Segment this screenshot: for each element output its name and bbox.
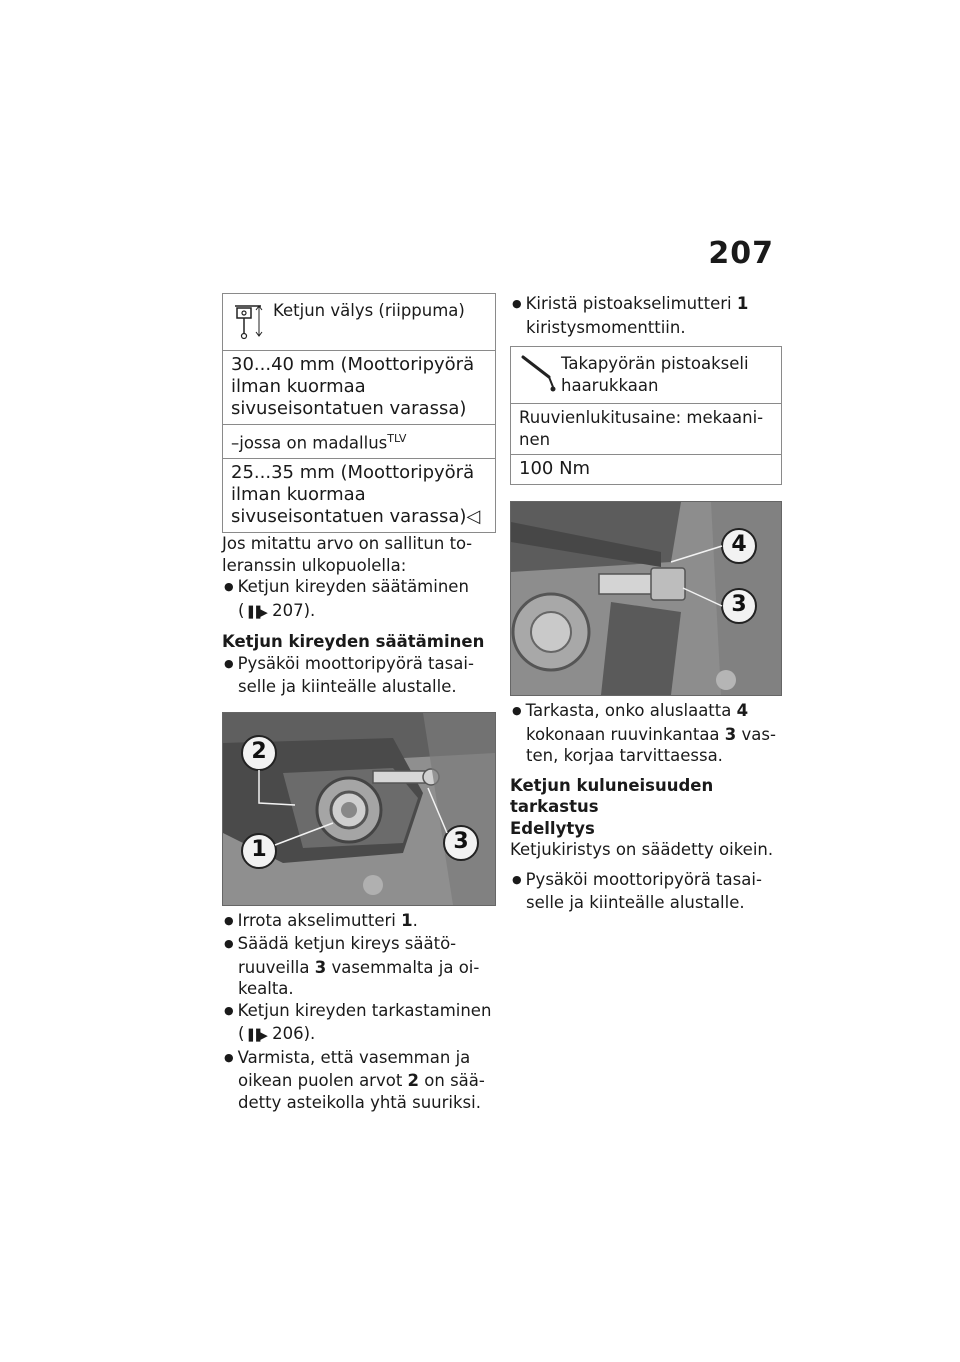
step-tighten-ref: 1 xyxy=(736,294,749,313)
step-loosen-text: Irrota akselimutteri xyxy=(237,910,402,930)
bullet-park xyxy=(222,653,494,698)
step-verify-scale xyxy=(222,1047,494,1114)
right-column xyxy=(510,293,780,914)
bullet-park-right xyxy=(510,869,780,914)
torque-spec-table xyxy=(510,346,782,485)
step-washer-ref: 4 xyxy=(736,701,749,720)
tlv-superscript: TLV xyxy=(387,432,407,445)
step-tighten-text: Kiristä pistoakselimutteri xyxy=(525,294,737,313)
photo-label-1: 1 xyxy=(251,836,267,862)
spec-heading-row xyxy=(223,294,495,350)
step-washer-mid: kokonaan ruuvinkantaa xyxy=(526,724,725,744)
step-adjust-end: vasemmalta ja oikealta. xyxy=(238,957,480,998)
left-column xyxy=(222,293,494,1113)
locking-agent: Ruuvienlukitusaine: mekaaninen xyxy=(511,403,781,454)
step-check-text: Ketjun kireyden tarkastaminen xyxy=(237,1000,492,1020)
torque-value: 100 Nm xyxy=(511,454,781,484)
section-title-adjust: Ketjun kireyden säätäminen xyxy=(222,632,485,651)
photo-label-3: 3 xyxy=(731,592,747,617)
step-adjust-text: Säädä ketjun kireys säätöruuveilla xyxy=(237,934,457,977)
bullet-adjust-tension xyxy=(222,576,494,600)
step-verify-end: on säädetty asteikolla yhtä suuriksi. xyxy=(238,1071,485,1112)
step-washer-end: vasten, korjaa tarvittaessa. xyxy=(526,724,776,765)
page-reference-check-text: 206). xyxy=(272,1024,316,1043)
bullet-park-right-text: Pysäköi moottoripyörä tasaiselle ja kiinteälle alustalle. xyxy=(525,869,762,912)
step-verify-ref: 2 xyxy=(407,1071,420,1090)
section-title-wear: Ketjun kuluneisuuden tarkastus xyxy=(510,775,714,816)
lowered-condition-text: –jossa on madallus xyxy=(231,433,388,453)
step-adjust-screws xyxy=(222,933,494,1000)
spec-heading: Ketjun välys (riippuma) xyxy=(273,301,465,320)
reference-arrow-icon: ▐▐▶ xyxy=(244,1029,267,1042)
prerequisite-text: Ketjukiristys on säädetty oikein. xyxy=(510,840,774,859)
bullet-adjust-text: Ketjun kireyden säätäminen xyxy=(237,577,469,596)
torque-heading-row xyxy=(511,347,781,403)
step-check-tension xyxy=(222,1000,494,1024)
torque-heading: Takapyörän pistoakseli haarukkaan xyxy=(561,354,749,395)
chain-slack-spec-table xyxy=(222,293,496,533)
step-check-washer xyxy=(510,700,780,767)
prerequisite-title: Edellytys xyxy=(510,818,595,838)
step-washer-text: Tarkasta, onko aluslaatta xyxy=(525,701,737,720)
step-tighten-axle xyxy=(510,293,780,338)
step-screw-ref: 3 xyxy=(724,724,737,744)
step-verify-text: Varmista, että vasemman ja oikean puolen arvot xyxy=(237,1047,471,1090)
page-reference-check[interactable]: (▐▐▶ 206). xyxy=(238,1024,316,1043)
page-reference-text: 207). xyxy=(272,600,316,620)
slack-value-lowered: 25...35 mm (Moottoripyörä ilman kuormaa sivuseisontatuen varassa)◁ xyxy=(223,458,495,532)
step-tighten-end: kiristysmomenttiin. xyxy=(526,317,686,337)
photo-label-3: 3 xyxy=(453,828,469,854)
step-adjust-ref: 3 xyxy=(314,957,327,977)
bullet-park-text: Pysäköi moottoripyörä tasaiselle ja kiinteälle alustalle. xyxy=(237,653,474,696)
rear-axle-photo-right xyxy=(510,501,782,696)
slack-value-standard: 30...40 mm (Moottoripyörä ilman kuormaa sivuseisontatuen varassa) xyxy=(223,350,495,424)
page-number: 207 xyxy=(708,236,774,271)
step-loosen-ref: 1 xyxy=(401,910,413,930)
step-loosen-nut xyxy=(222,910,494,934)
step-loosen-end: . xyxy=(412,910,418,930)
page-reference[interactable]: (▐▐▶ 207). xyxy=(238,600,316,620)
rear-axle-photo-left xyxy=(222,712,496,906)
reference-arrow-icon: ▐▐▶ xyxy=(244,605,267,619)
lowered-condition xyxy=(223,424,495,458)
chain-slack-icon xyxy=(231,298,273,340)
photo-label-2: 2 xyxy=(251,738,267,764)
torque-wrench-icon xyxy=(519,351,561,393)
photo-label-4: 4 xyxy=(731,532,747,557)
intro-text: Jos mitattu arvo on sallitun toleranssin ulkopuolella: xyxy=(222,534,473,575)
